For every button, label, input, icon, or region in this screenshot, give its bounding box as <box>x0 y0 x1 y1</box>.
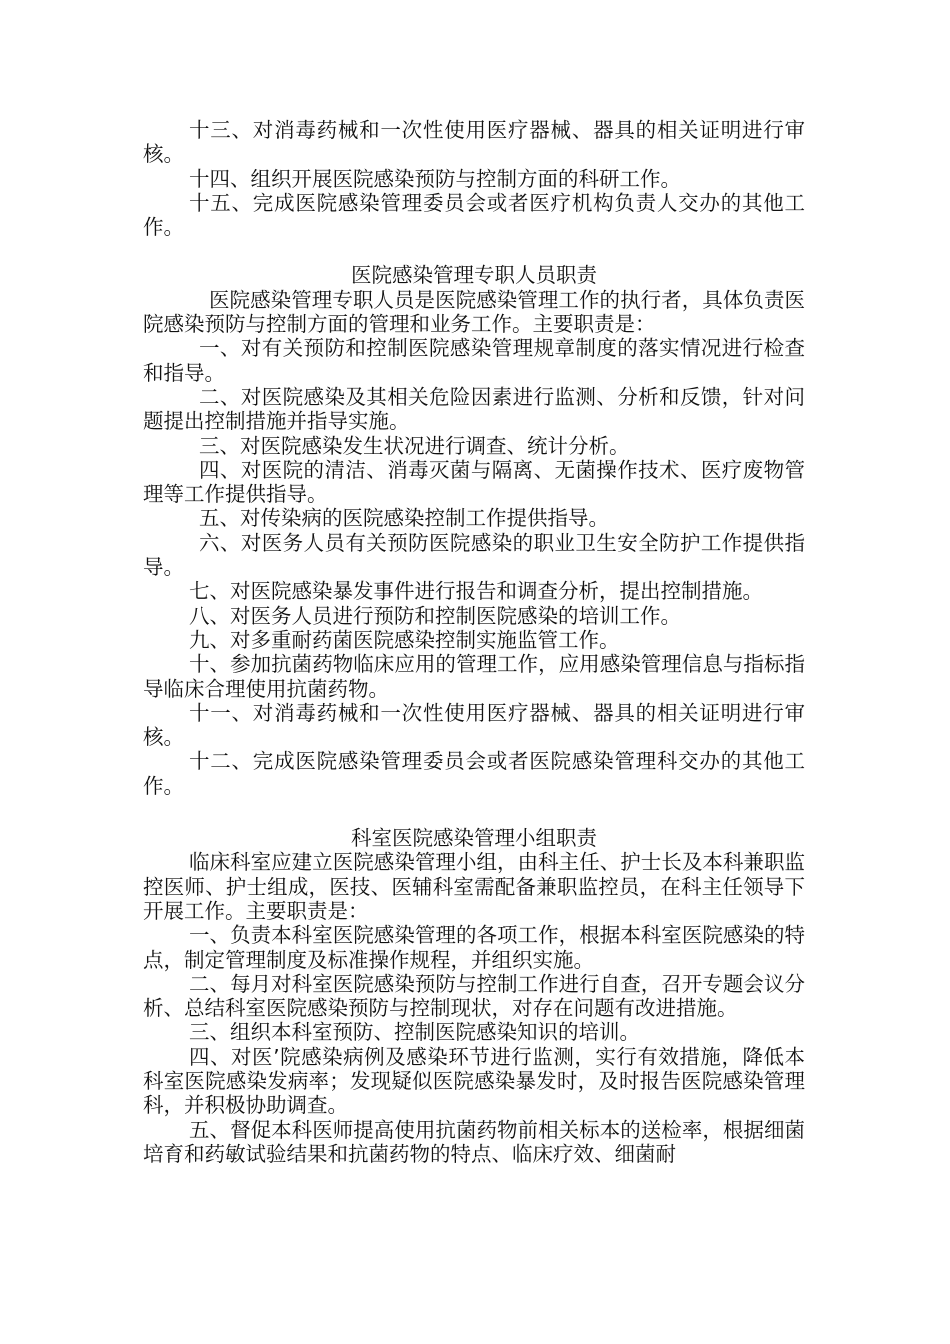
section2-item-9: 九、对多重耐药菌医院感染控制实施监管工作。 <box>189 627 620 652</box>
section1-item-15: 十五、完成医院感染管理委员会或者医疗机构负责人交办的其他工作。 <box>143 190 805 240</box>
section3-item-3: 三、组织本科室预防、控制医院感染知识的培训。 <box>189 1020 640 1045</box>
section2-item-6: 六、对医务人员有关预防医院感染的职业卫生安全防护工作提供指导。 <box>143 530 805 580</box>
section2-intro: 医院感染管理专职人员是医院感染管理工作的执行者，具体负责医院感染预防与控制方面的管理和业务工作。主要职责是： <box>143 287 805 337</box>
section3-item-4: 四、对医’院感染病例及感染环节进行监测，实行有效措施，降低本科室医院感染发病率；发现疑似医院感染暴发时，及时报告医院感染管理科，并积极协助调查。 <box>143 1044 805 1118</box>
section2-item-5: 五、对传染病的医院感染控制工作提供指导。 <box>199 506 609 531</box>
section3-intro: 临床科室应建立医院感染管理小组，由科主任、护士长及本科兼职监控医师、护士组成，医技、医辅科室需配备兼职监控员，在科主任领导下开展工作。主要职责是： <box>143 850 805 923</box>
section3-item-5: 五、督促本科医师提高使用抗菌药物前相关标本的送检率，根据细菌培育和药敏试验结果和抗菌药物的特点、临床疗效、细菌耐 <box>143 1117 805 1166</box>
section1-item-13: 十三、对消毒药械和一次性使用医疗器械、器具的相关证明进行审核。 <box>143 118 805 167</box>
section3-item-2: 二、每月对科室医院感染预防与控制工作进行自查，召开专题会议分析、总结科室医院感染预防与控制现状，对存在问题有改进措施。 <box>143 971 805 1021</box>
section3-item-1: 一、负责本科室医院感染管理的各项工作，根据本科室医院感染的特点，制定管理制度及标准操作规程，并组织实施。 <box>143 923 805 972</box>
section1-item-14: 十四、组织开展医院感染预防与控制方面的科研工作。 <box>189 166 681 191</box>
document-page <box>143 118 805 1166</box>
section2-title: 医院感染管理专职人员职责 <box>351 263 597 288</box>
section-spacer <box>143 239 805 263</box>
section3-title: 科室医院感染管理小组职责 <box>351 826 597 851</box>
section2-item-11: 十一、对消毒药械和一次性使用医疗器械、器具的相关证明进行审核。 <box>143 700 805 750</box>
section2-item-1: 一、对有关预防和控制医院感染管理规章制度的落实情况进行检查和指导。 <box>143 336 805 385</box>
section-spacer <box>143 798 805 826</box>
section2-item-3: 三、对医院感染发生状况进行调查、统计分析。 <box>199 433 630 458</box>
section2-item-8: 八、对医务人员进行预防和控制医院感染的培训工作。 <box>189 603 681 628</box>
section2-item-4: 四、对医院的清洁、消毒灭菌与隔离、无菌操作技术、医疗废物管理等工作提供指导。 <box>143 457 805 507</box>
section2-item-12: 十二、完成医院感染管理委员会或者医院感染管理科交办的其他工作。 <box>143 749 805 798</box>
section2-item-2: 二、对医院感染及其相关危险因素进行监测、分析和反馈，针对问题提出控制措施并指导实施。 <box>143 384 805 434</box>
section2-item-7: 七、对医院感染暴发事件进行报告和调查分析，提出控制措施。 <box>189 579 763 604</box>
section2-item-10: 十、参加抗菌药物临床应用的管理工作，应用感染管理信息与指标指导临床合理使用抗菌药物。 <box>143 652 805 701</box>
